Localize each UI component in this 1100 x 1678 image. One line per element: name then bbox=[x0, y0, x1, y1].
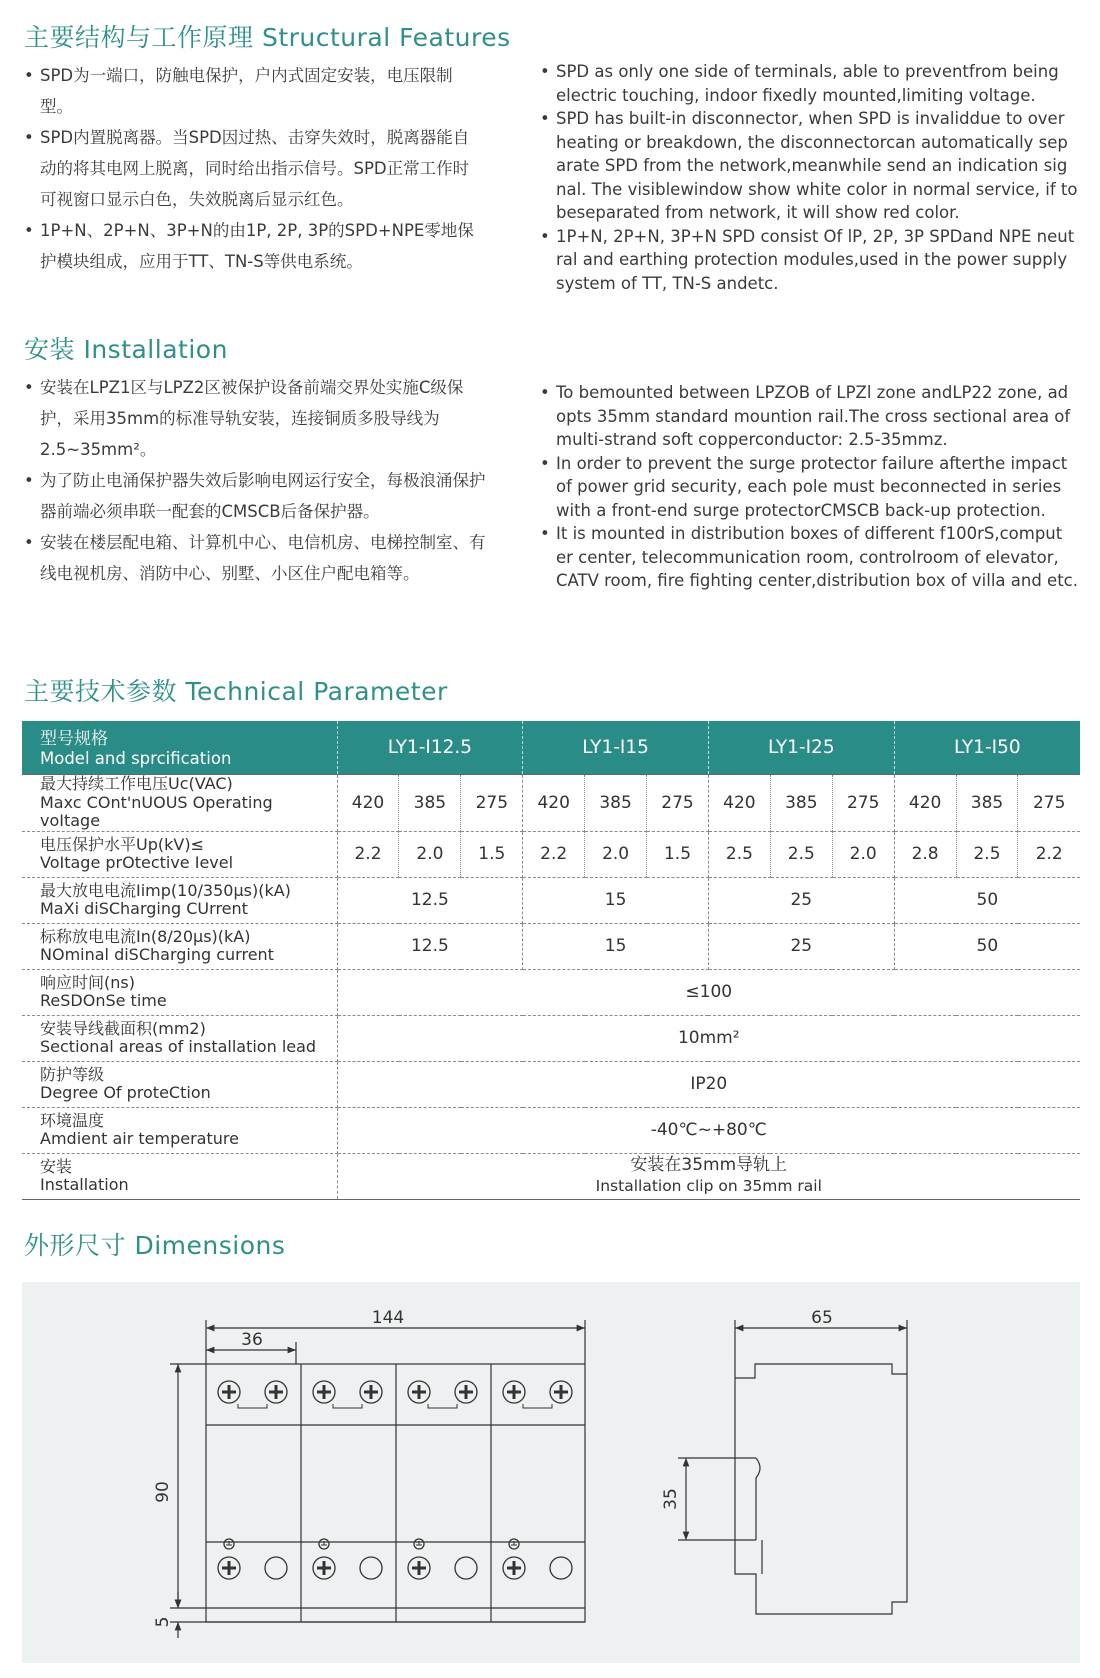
installation-cn bbox=[24, 372, 494, 589]
param-label bbox=[22, 923, 337, 969]
table-row bbox=[22, 775, 1080, 832]
param-label-en: Degree Of proteCtion bbox=[40, 1083, 211, 1102]
param-value: 275 bbox=[461, 775, 523, 832]
param-value: 2.0 bbox=[832, 831, 894, 877]
param-label-en: Maxc COnt'nUOUS Operating voItage bbox=[40, 792, 273, 830]
param-value: 2.8 bbox=[894, 831, 956, 877]
param-value: 2.2 bbox=[523, 831, 585, 877]
param-value: 2.2 bbox=[337, 831, 399, 877]
param-value bbox=[337, 1153, 1080, 1199]
param-value: 385 bbox=[956, 775, 1018, 832]
param-value: 420 bbox=[894, 775, 956, 832]
table-row bbox=[22, 1107, 1080, 1153]
table-row bbox=[22, 1015, 1080, 1061]
section-title-structural: 主要结构与工作原理 Structural Features bbox=[24, 23, 511, 52]
param-label-en: Sectional areas of installation lead bbox=[40, 1037, 317, 1056]
param-label-cn: 响应时间(ns) bbox=[40, 972, 135, 992]
model-header: LY1-I50 bbox=[894, 721, 1080, 775]
param-value: 385 bbox=[585, 775, 647, 832]
param-value-text: IP20 bbox=[690, 1073, 728, 1094]
terminal-screws bbox=[218, 1381, 572, 1579]
param-label-cn: 标称放电电流In(8/20μs)(kA) bbox=[40, 926, 251, 946]
terminal-hole-icon bbox=[550, 1557, 572, 1579]
param-value: 2.0 bbox=[399, 831, 461, 877]
dim-label-depth: 65 bbox=[811, 1308, 833, 1328]
param-value bbox=[337, 969, 1080, 1015]
param-label bbox=[22, 1153, 337, 1199]
param-value: 15 bbox=[523, 877, 709, 923]
param-label-cn: 最大持续工作电压Uc(VAC) bbox=[40, 774, 233, 793]
dimension-labels bbox=[153, 1308, 833, 1627]
installation-cn-item: • 安装在LPZ1区与LPZ2区被保护设备前端交界处实施C级保护，采用35mm的标准导轨安装，连接铜质多股导线为2.5~35mm²。 bbox=[24, 372, 494, 465]
param-value bbox=[337, 1061, 1080, 1107]
terminal-hole-icon bbox=[265, 1557, 287, 1579]
param-label-en: ReSDOnSe time bbox=[40, 991, 167, 1010]
terminal-hole-icon bbox=[360, 1557, 382, 1579]
structural-cn-item: • SPD内置脱离器。当SPD因过热、击穿失效时，脱离器能自动的将其电网上脱离，同时给出指示信号。SPD正常工作时可视窗口显示白色，失效脱离后显示红色。 bbox=[24, 122, 474, 215]
model-header: LY1-I25 bbox=[708, 721, 894, 775]
model-header: LY1-I15 bbox=[523, 721, 709, 775]
table-row bbox=[22, 831, 1080, 877]
param-value: 420 bbox=[337, 775, 399, 832]
param-value: 25 bbox=[708, 877, 894, 923]
param-value: 1.5 bbox=[647, 831, 709, 877]
table-row bbox=[22, 969, 1080, 1015]
param-value: 2.2 bbox=[1018, 831, 1080, 877]
terminal-hole-icon bbox=[455, 1557, 477, 1579]
installation-cn-item: • 为了防止电涌保护器失效后影响电网运行安全，每极浪涌保护器前端必须串联一配套的CMSCB后备保护器。 bbox=[24, 465, 494, 527]
param-label bbox=[22, 1015, 337, 1061]
param-label-en: VoItage prOtective Ievel bbox=[40, 853, 234, 872]
structural-en-item: • SPD as only one side of terminals, able to preventfrom being electric touching, indoor fixedly mounted,limiting voltage. bbox=[540, 60, 1080, 107]
param-value: 1.5 bbox=[461, 831, 523, 877]
section-title-dimensions: 外形尺寸 Dimensions bbox=[24, 1231, 286, 1260]
model-header: LY1-I12.5 bbox=[337, 721, 523, 775]
param-value: 2.5 bbox=[708, 831, 770, 877]
param-value: 12.5 bbox=[337, 923, 523, 969]
structural-cn-item: • SPD为一端口，防触电保护，户内式固定安装，电压限制型。 bbox=[24, 60, 474, 122]
dim-label-width-total: 144 bbox=[371, 1308, 405, 1328]
param-label-cn: 防护等级 bbox=[40, 1064, 105, 1084]
param-label-cn: 安装 bbox=[40, 1156, 73, 1176]
param-label bbox=[22, 1061, 337, 1107]
param-label bbox=[22, 831, 337, 877]
dim-label-rail: 35 bbox=[661, 1488, 681, 1510]
param-value: 2.5 bbox=[770, 831, 832, 877]
param-label-cn: 安装导线截面积(mm2) bbox=[40, 1018, 206, 1038]
param-label-en: Amdient air temperature bbox=[40, 1129, 239, 1148]
installation-en-item: • It is mounted in distribution boxes of different f100rS,comput er center, telecommunication room, controlroom of elevator, CATV room, fire fighting center,distribution box of villa and etc. bbox=[540, 522, 1080, 593]
table-row bbox=[22, 923, 1080, 969]
dim-label-module-width: 36 bbox=[241, 1330, 263, 1350]
param-value-text: -40℃~+80℃ bbox=[650, 1119, 767, 1140]
param-value bbox=[337, 1107, 1080, 1153]
param-value: 50 bbox=[894, 877, 1080, 923]
table-row bbox=[22, 877, 1080, 923]
installation-en-item: • In order to prevent the surge protector failure afterthe impact of power grid security, each pole must beconnected in series with a front-end surge protectorCMSCB back-up protection. bbox=[540, 452, 1080, 523]
param-value: 275 bbox=[647, 775, 709, 832]
param-value: 420 bbox=[708, 775, 770, 832]
param-value: 50 bbox=[894, 923, 1080, 969]
structural-en-item: • 1P+N, 2P+N, 3P+N SPD consist Of lP, 2P, 3P SPDand NPE neut ral and earthing protection modules,used in the power supply system of TT, TN-S andetc. bbox=[540, 225, 1080, 296]
installation-en bbox=[540, 381, 1080, 593]
side-view bbox=[678, 1320, 907, 1614]
param-label-en: MaXi diSCharging CUrrent bbox=[40, 899, 248, 918]
param-value-text: 10mm² bbox=[677, 1027, 740, 1048]
table-header-row bbox=[22, 721, 1080, 775]
param-label bbox=[22, 1107, 337, 1153]
param-value: 275 bbox=[1018, 775, 1080, 832]
front-view bbox=[170, 1320, 585, 1638]
structural-en bbox=[540, 60, 1080, 295]
dim-label-height: 90 bbox=[153, 1481, 173, 1503]
param-value: 2.5 bbox=[956, 831, 1018, 877]
section-title-installation: 安装 Installation bbox=[24, 335, 228, 364]
installation-cn-item: • 安装在楼层配电箱、计算机中心、电信机房、电梯控制室、有线电视机房、消防中心、别墅、小区住户配电箱等。 bbox=[24, 527, 494, 589]
param-value: 275 bbox=[832, 775, 894, 832]
table-row bbox=[22, 1153, 1080, 1199]
param-value-text: 安装在35mm导轨上 bbox=[630, 1155, 788, 1175]
param-label-cn: 环境温度 bbox=[40, 1110, 105, 1130]
param-label-en: Installation bbox=[40, 1175, 129, 1194]
param-label bbox=[22, 775, 337, 832]
structural-en-item: • SPD has built-in disconnector, when SPD is invaliddue to over heating or breakdown, the disconnectorcan automatically sep arate SPD from the network,meanwhile send an indication sig nal. The visiblewindow show white color in normal service, if to beseparated from network, it will show red color. bbox=[540, 107, 1080, 225]
param-label-cn: 电压保护水平Up(kV)≤ bbox=[40, 834, 204, 854]
param-value: 15 bbox=[523, 923, 709, 969]
param-label-en: NOminal diSCharging current bbox=[40, 945, 274, 964]
dimensions-panel bbox=[22, 1282, 1080, 1663]
table-row bbox=[22, 1061, 1080, 1107]
header-model-label: 型号规格 Model and sprcification bbox=[22, 721, 337, 775]
param-value: 12.5 bbox=[337, 877, 523, 923]
installation-en-item: • To bemounted between LPZOB of LPZl zone andLP22 zone, ad opts 35mm standard mountion rail.The cross sectional area of multi-strand soft copperconductor: 2.5-35mmz. bbox=[540, 381, 1080, 452]
structural-cn-item: • 1P+N、2P+N、3P+N的由1P, 2P, 3P的SPD+NPE零地保护模块组成，应用于TT、TN-S等供电系统。 bbox=[24, 215, 474, 277]
dimension-drawing bbox=[22, 1282, 1080, 1663]
dim-label-base: 5 bbox=[153, 1616, 173, 1628]
parameter-table bbox=[22, 721, 1080, 1200]
param-value-text: ≤100 bbox=[685, 981, 733, 1002]
param-label-cn: 最大放电电流Iimp(10/350μs)(kA) bbox=[40, 880, 291, 900]
param-value: 25 bbox=[708, 923, 894, 969]
param-value bbox=[337, 1015, 1080, 1061]
structural-cn bbox=[24, 60, 474, 277]
param-label bbox=[22, 969, 337, 1015]
section-title-technical: 主要技术参数 Technical Parameter bbox=[24, 677, 448, 706]
param-label bbox=[22, 877, 337, 923]
param-value: 385 bbox=[770, 775, 832, 832]
param-value: 420 bbox=[523, 775, 585, 832]
param-value: 385 bbox=[399, 775, 461, 832]
param-value: 2.0 bbox=[585, 831, 647, 877]
param-value-text-en: Installation clip on 35mm rail bbox=[595, 1177, 822, 1195]
